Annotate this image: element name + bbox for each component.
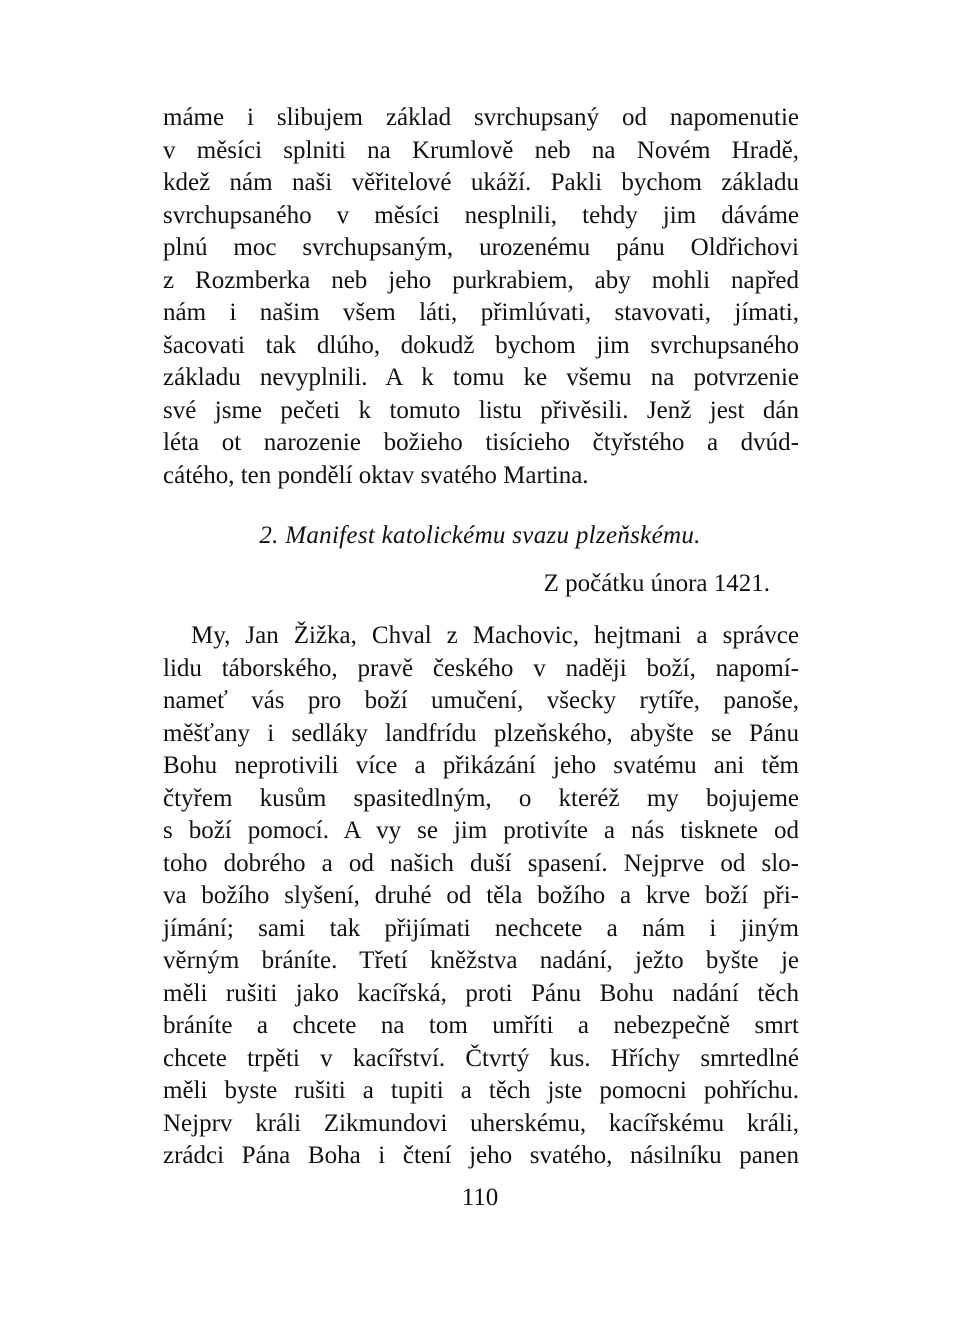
text-line: Bohu neprotivili více a přikázání jeho svatému ani těm	[163, 752, 799, 779]
text-line: va božího slyšení, druhé od těla božího a krve boží při-	[163, 882, 799, 909]
text-line: v měsíci splniti na Krumlově neb na Novém Hradě,	[163, 136, 799, 164]
text-line: Nejprv králi Zikmundovi uherskému, kacířskému králi,	[163, 1109, 799, 1137]
text-line: kdež nám naši věřitelové ukáží. Pakli bychom základu	[163, 169, 799, 196]
paragraph-manifest	[163, 620, 799, 1173]
dateline: Z počátku února 1421.	[543, 570, 770, 597]
text-line: základu nevyplnili. A k tomu ke všemu na potvrzenie	[163, 364, 799, 391]
section-heading: 2. Manifest katolickému svazu plzeňskému.	[259, 522, 701, 549]
text-line: nameť vás pro boží umučení, všecky rytíře, panoše,	[163, 687, 799, 714]
text-line: s boží pomocí. A vy se jim protivíte a nás tisknete od	[163, 817, 799, 844]
text-line: své jsme pečeti k tomuto listu přivěsili. Jenž jest dán	[163, 396, 799, 424]
text-line: čtyřem kusům spasitedlným, o kteréž my bojujeme	[163, 784, 799, 812]
text-line: cátého, ten pondělí oktav svatého Martina.	[163, 461, 589, 489]
text-line: toho dobrého a od našich duší spasení. Nejprve od slo-	[163, 849, 799, 877]
page-number: 110	[461, 1184, 499, 1211]
text-line: měli byste rušiti a tupiti a těch jste pomocni pohříchu.	[163, 1077, 799, 1104]
text-line: zrádci Pána Boha i čtení jeho svatého, násilníku panen	[163, 1142, 799, 1169]
text-line: lidu táborského, pravě českého v naději boží, napomí-	[163, 654, 799, 682]
text-line: léta ot narozenie božieho tisícieho čtyřstého a dvúd-	[163, 429, 799, 456]
paragraph-continued	[163, 102, 799, 492]
text-line: věrným bráníte. Třetí kněžstva nadání, ježto byšte je	[163, 947, 799, 974]
text-line: z Rozmberka neb jeho purkrabiem, aby mohli napřed	[163, 266, 799, 294]
text-line: měli rušiti jako kacířská, proti Pánu Bohu nadání těch	[163, 979, 799, 1007]
text-line: měšťany i sedláky landfrídu plzeňského, abyšte se Pánu	[163, 719, 799, 747]
text-line: svrchupsaného v měsíci nesplnili, tehdy jim dáváme	[163, 201, 799, 229]
text-line: nám i našim všem láti, přimlúvati, stavovati, jímati,	[163, 299, 799, 326]
text-line: máme i slibujem základ svrchupsaný od napomenutie	[163, 104, 799, 131]
text-line: bráníte a chcete na tom umříti a nebezpečně smrt	[163, 1012, 799, 1039]
text-line: plnú moc svrchupsaným, urozenému pánu Oldřichovi	[163, 234, 799, 261]
text-line: My, Jan Žižka, Chval z Machovic, hejtmani a správce	[191, 622, 799, 649]
text-line: chcete trpěti v kacířství. Čtvrtý kus. Hříchy smrtedlné	[163, 1044, 799, 1072]
text-line: šacovati tak dlúho, dokudž bychom jim svrchupsaného	[163, 331, 799, 359]
text-line: jímání; sami tak přijímati nechcete a nám i jiným	[163, 914, 799, 942]
